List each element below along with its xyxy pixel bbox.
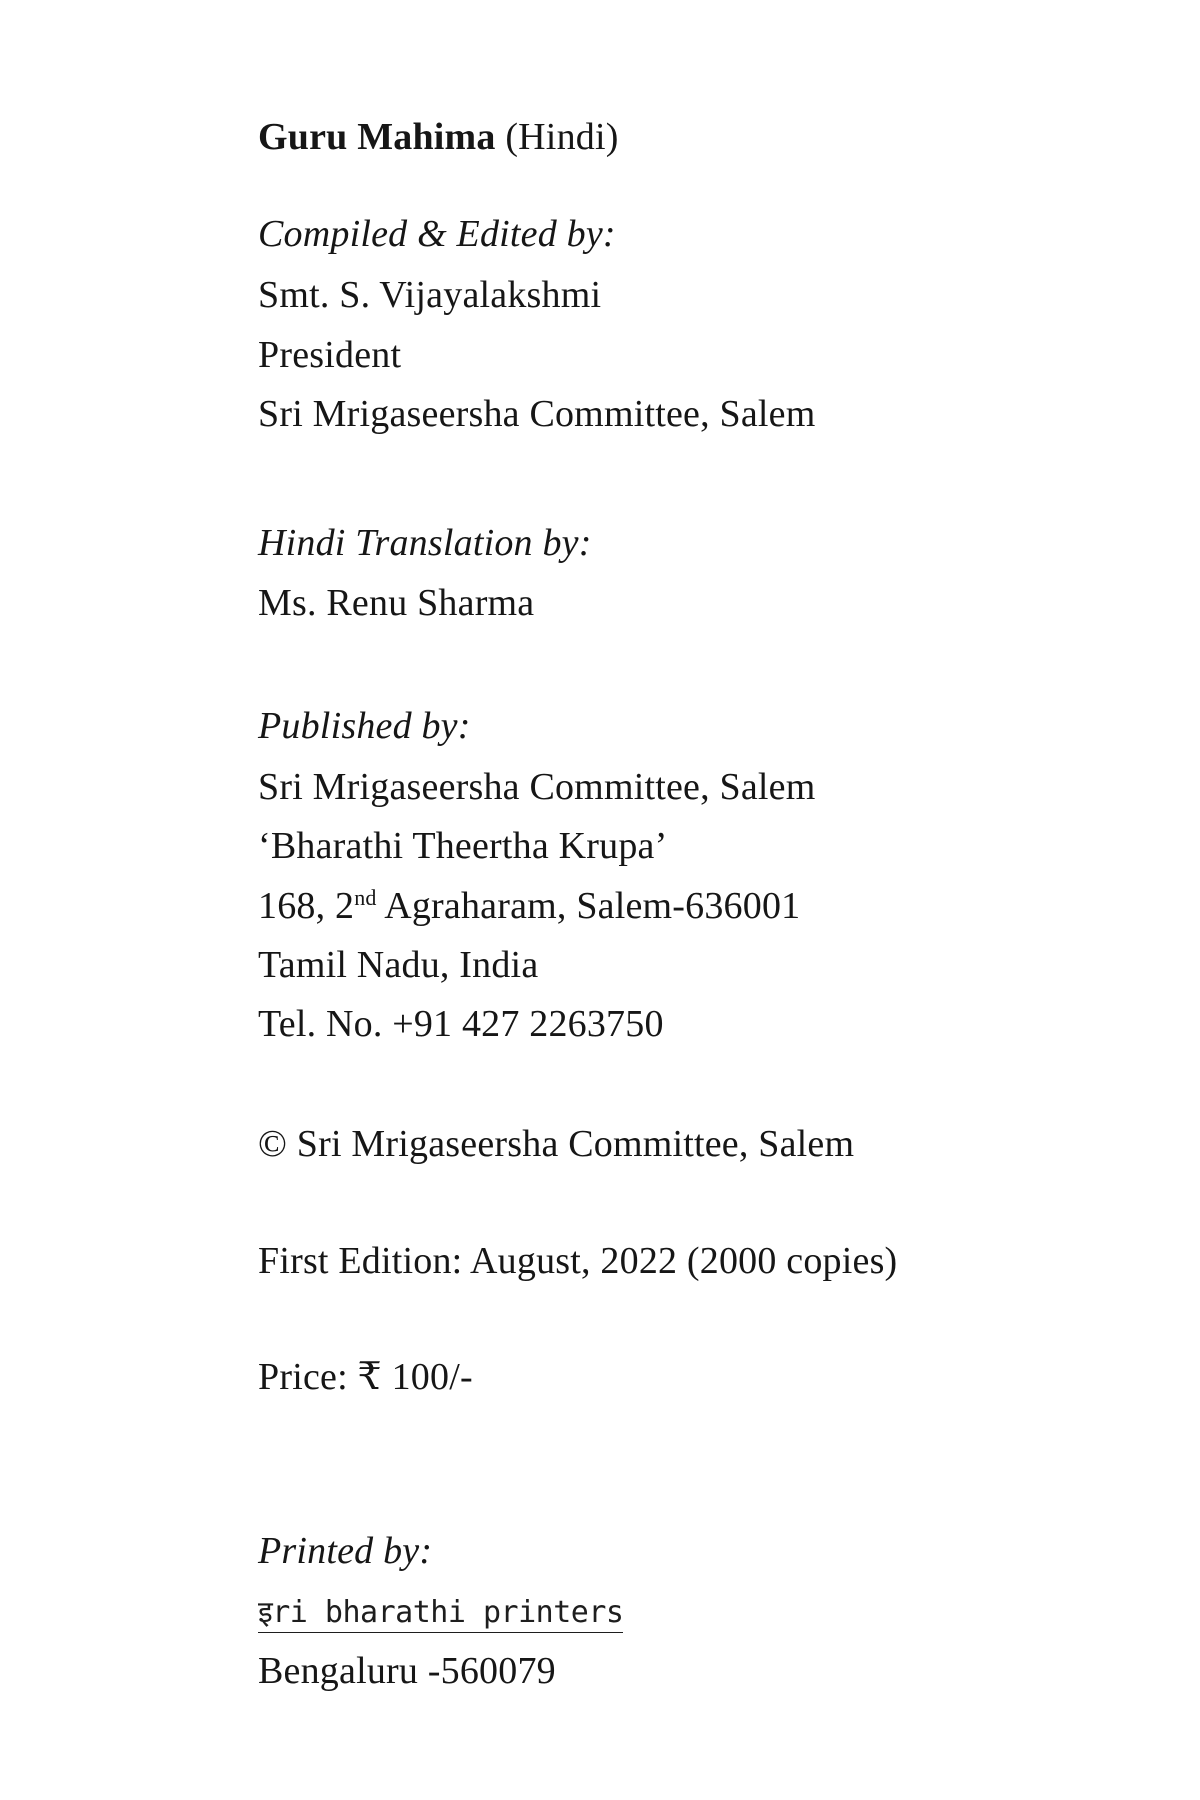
publisher-organization: Sri Mrigaseersha Committee, Salem bbox=[258, 766, 816, 808]
address-ordinal-suffix: nd bbox=[354, 885, 377, 910]
publisher-address bbox=[258, 887, 800, 925]
compiled-heading: Compiled & Edited by: bbox=[258, 213, 616, 255]
publisher-state: Tamil Nadu, India bbox=[258, 944, 539, 986]
imprint-page bbox=[258, 0, 1118, 1800]
address-number: 168, 2 bbox=[258, 885, 355, 927]
printer-heading: Printed by: bbox=[258, 1530, 433, 1572]
translator-name: Ms. Renu Sharma bbox=[258, 582, 535, 624]
publisher-heading: Published by: bbox=[258, 705, 471, 747]
publisher-phone: Tel. No. +91 427 2263750 bbox=[258, 1003, 664, 1045]
price: Price: ₹ 100/- bbox=[258, 1356, 473, 1398]
compiler-role: President bbox=[258, 334, 402, 376]
translation-heading: Hindi Translation by: bbox=[258, 522, 592, 564]
edition-info: First Edition: August, 2022 (2000 copies) bbox=[258, 1240, 898, 1282]
book-title bbox=[258, 118, 619, 156]
address-street: Agraharam, Salem-636001 bbox=[376, 885, 801, 927]
book-title-main: Guru Mahima bbox=[258, 116, 496, 158]
printer-logo: इri bharathi printers bbox=[258, 1590, 623, 1633]
printer-city: Bengaluru -560079 bbox=[258, 1650, 556, 1692]
compiler-name: Smt. S. Vijayalakshmi bbox=[258, 274, 602, 316]
copyright-notice: © Sri Mrigaseersha Committee, Salem bbox=[258, 1123, 855, 1165]
book-title-language: (Hindi) bbox=[505, 116, 619, 158]
publisher-building: ‘Bharathi Theertha Krupa’ bbox=[258, 825, 668, 867]
compiler-organization: Sri Mrigaseersha Committee, Salem bbox=[258, 393, 816, 435]
